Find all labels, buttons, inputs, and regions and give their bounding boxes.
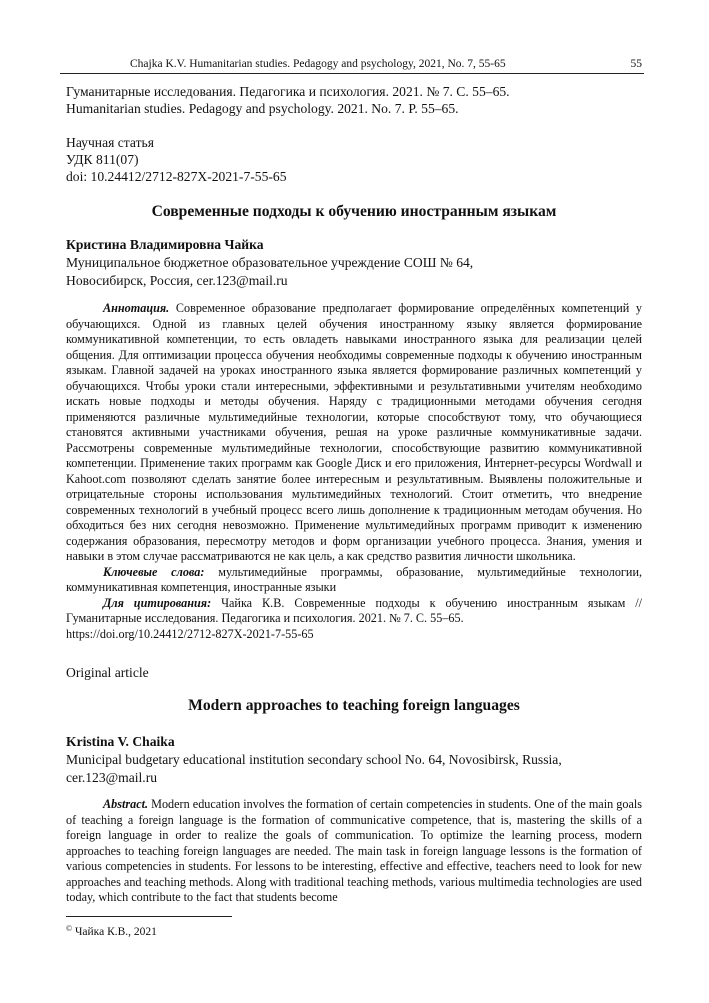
udc-code: УДК 811(07) — [66, 152, 139, 167]
author-block-en — [66, 733, 642, 787]
copyright-footnote — [66, 922, 157, 939]
article-meta — [66, 134, 642, 185]
author-block-ru — [66, 236, 642, 290]
author-name-en: Kristina V. Chaika — [66, 734, 175, 749]
cite-ru-text: Чайка К.В. Современные подходы к обучению иностранным языкам // Гуманитарные исследования. Педагогика и психология. 2021. № 7. С. 55–65. — [66, 595, 642, 625]
abstract-ru-text: Современное образование предполагает формирование определённых компетенций у обучающихся. Одной из главных целей обучения иностранному языку является формирование коммуникативной компетенции, то есть овладеть навыками иностранного языка для реализации целей общения. Для оптимизации процесса обучения необходимы современные подходы к обучению иностранным языкам. Главной задачей на уроках иностранного языка является формирование различных компетенций у обучающихся. Чтобы уроки стали интересными, эффективными и результативными учителям необходимо искать новые подходы и методы обучения. Наряду с традиционными методами обучения сегодня применяются различные мультимедийные технологии, которые способствуют тому, что обучающиеся становятся активными участниками обучения, решая на уроке различные коммуникативные задачи. Рассмотрены современные мультимедийные технологии, способствующие развитию коммуникативной компетенции. Применение таких программ как Google Диск и его приложения, Интернет-ресурсы Wordwall и Kahoot.com позволяют сделать занятие более интересным и результативным. Выявлены положительные и отрицательные стороны использования мультимедийных технологий. Стоит отметить, что внедрение современных технологий в учебный процесс всего лишь дополнение к традиционным методам обучения. Но обходиться без них сегодня невозможно. Применение мультимедийных программ приводит к изменению содержания образования, пересмотру методов и форм организации учебного процесса. Знания, умения и навыки в этом случае рассматриваются не как цель, а как средство развития личности школьника. — [66, 301, 643, 563]
affiliation-en-line2: cer.123@mail.ru — [66, 770, 158, 785]
copyright-mark: © — [66, 924, 73, 933]
cite-ru-url[interactable]: https://doi.org/10.24412/2712-827X-2021-7-55-65 — [66, 626, 314, 641]
affiliation-en-line1: Municipal budgetary educational institution secondary school No. 64, Novosibirsk, Russia, — [66, 752, 562, 767]
article-title-ru: Современные подходы к обучению иностранным языкам — [151, 203, 557, 220]
citation-en: Humanitarian studies. Pedagogy and psychology. 2021. No. 7. P. 55–65. — [66, 101, 459, 116]
keywords-ru — [66, 565, 642, 596]
abstract-en-label: Abstract. — [103, 797, 149, 811]
abstract-ru-block — [66, 301, 642, 642]
running-header-title: Chajka K.V. Humanitarian studies. Pedagogy and psychology, 2021, No. 7, 55-65 — [130, 58, 506, 70]
page-number: 55 — [630, 58, 642, 70]
journal-citations — [66, 83, 642, 117]
abstract-ru-label: Аннотация. — [103, 301, 170, 315]
doi: doi: 10.24412/2712-827X-2021-7-55-65 — [66, 169, 287, 184]
article-title-en: Modern approaches to teaching foreign languages — [188, 697, 520, 714]
article-type-en-block — [66, 664, 642, 681]
abstract-en-text: Modern education involves the formation of certain competencies in students. One of the main goals of teaching a foreign language is the formation of communicative competence, that is, mastering the skills of a foreign language in order to realize the goals of communication. To optimize the learning process, modern approaches to teaching foreign languages are needed. The main task in foreign language lessons is the formation of various competencies in students. For lessons to be interesting, effective and effective, teachers need to look for new approaches and teaching methods. Along with traditional teaching methods, various multimedia technologies are used today, which contribute to the fact that students become — [66, 797, 643, 904]
abstract-en-block — [66, 797, 642, 906]
footnote-divider — [66, 916, 232, 917]
keywords-ru-text: мультимедийные программы, образование, мультимедийные технологии, коммуникативная компетенция, иностранные языки — [66, 564, 643, 594]
cite-ru-label: Для цитирования: — [103, 595, 212, 610]
article-type-ru: Научная статья — [66, 135, 154, 150]
abstract-en — [66, 797, 642, 906]
citation-ru: Гуманитарные исследования. Педагогика и психология. 2021. № 7. С. 55–65. — [66, 84, 510, 99]
keywords-ru-label: Ключевые слова: — [103, 564, 205, 579]
copyright-text: Чайка К.В., 2021 — [74, 926, 157, 938]
header-divider — [60, 73, 644, 74]
affiliation-ru-line1: Муниципальное бюджетное образовательное учреждение СОШ № 64, — [66, 255, 474, 270]
affiliation-ru-line2: Новосибирск, Россия, cer.123@mail.ru — [66, 273, 288, 288]
cite-ru — [66, 596, 642, 627]
abstract-ru — [66, 301, 642, 565]
article-type-en: Original article — [66, 665, 149, 680]
author-name-ru: Кристина Владимировна Чайка — [66, 237, 264, 252]
